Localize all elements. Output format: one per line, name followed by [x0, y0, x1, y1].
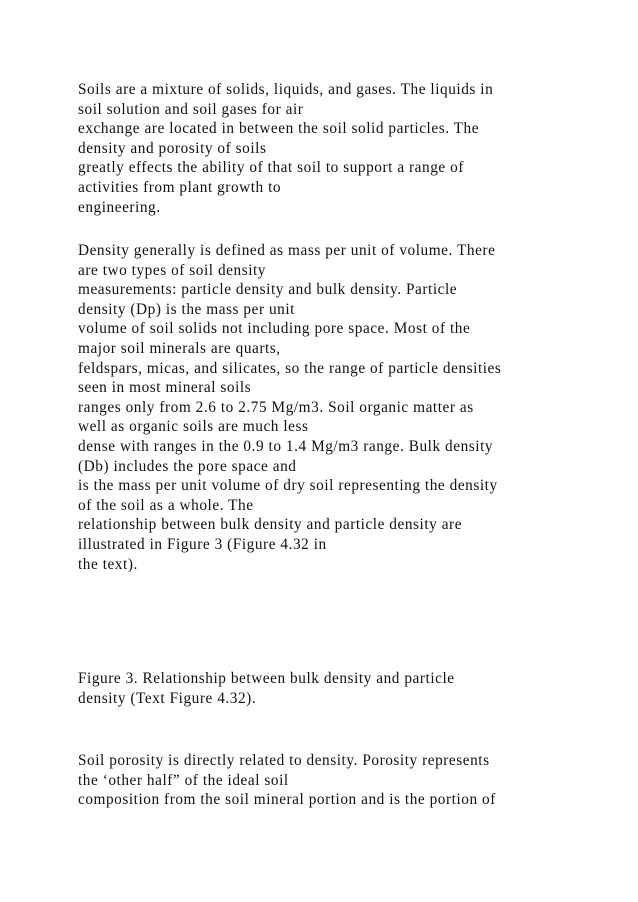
text-line: density (Dp) is the mass per unit: [78, 300, 295, 318]
text-line: well as organic soils are much less: [78, 418, 309, 436]
text-line: are two types of soil density: [78, 261, 267, 279]
text-line: seen in most mineral soils: [78, 379, 252, 397]
text-line: Soil porosity is directly related to density. Porosity represents: [78, 752, 490, 769]
text-line: soil solution and soil gases for air: [78, 100, 304, 118]
text-line: Density generally is defined as mass per unit of volume. There: [78, 242, 496, 259]
text-line: major soil minerals are quarts,: [78, 339, 281, 357]
text-line: the ‘other half” of the ideal soil: [78, 771, 289, 789]
text-line: (Db) includes the pore space and: [78, 457, 297, 475]
text-line: Figure 3. Relationship between bulk density and particle: [78, 670, 455, 687]
figure-caption: [78, 669, 578, 708]
text-line: exchange are located in between the soil solid particles. The: [78, 120, 480, 138]
text-line: engineering.: [78, 198, 161, 216]
text-line: Soils are a mixture of solids, liquids, and gases. The liquids in: [78, 81, 494, 98]
text-line: dense with ranges in the 0.9 to 1.4 Mg/m3 range. Bulk density: [78, 437, 494, 455]
text-line: density (Text Figure 4.32).: [78, 689, 257, 707]
text-line: greatly effects the ability of that soil to support a range of: [78, 159, 464, 177]
text-line: is the mass per unit volume of dry soil representing the density: [78, 477, 498, 495]
paragraph-porosity: [78, 751, 578, 810]
text-line: ranges only from 2.6 to 2.75 Mg/m3. Soil organic matter as: [78, 398, 474, 416]
text-line: activities from plant growth to: [78, 178, 282, 196]
text-line: measurements: particle density and bulk density. Particle: [78, 281, 458, 299]
text-line: the text).: [78, 555, 138, 573]
text-line: density and porosity of soils: [78, 139, 267, 157]
paragraph-density: [78, 241, 578, 574]
text-line: relationship between bulk density and particle density are: [78, 516, 463, 534]
text-line: volume of soil solids not including pore space. Most of the: [78, 320, 471, 338]
text-line: composition from the soil mineral portion and is the portion of: [78, 791, 496, 809]
text-line: illustrated in Figure 3 (Figure 4.32 in: [78, 535, 327, 553]
paragraph-soil-mixture: [78, 80, 578, 217]
text-line: feldspars, micas, and silicates, so the range of particle densities: [78, 359, 502, 377]
text-line: of the soil as a whole. The: [78, 496, 254, 514]
